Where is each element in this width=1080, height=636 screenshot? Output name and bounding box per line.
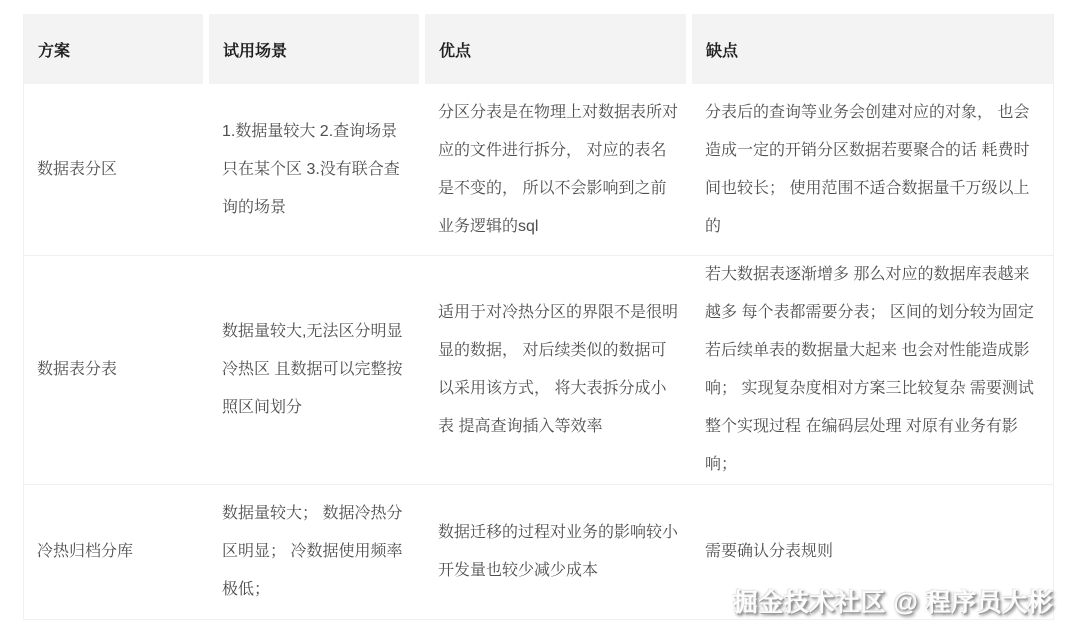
- table-row: [24, 84, 1053, 256]
- cell-cons: 分表后的查询等业务会创建对应的对象， 也会造成一定的开销分区数据若要聚合的话 耗费时间也较长； 使用范围不适合数据量千万级以上的: [692, 84, 1053, 256]
- header-cons: 缺点: [692, 14, 1053, 84]
- cell-scenario: 数据量较大,无法区分明显冷热区 且数据可以完整按照区间划分: [209, 256, 425, 485]
- cell-scheme: 数据表分区: [24, 84, 209, 256]
- header-scheme: 方案: [24, 14, 209, 84]
- cell-cons: 若大数据表逐渐增多 那么对应的数据库表越来越多 每个表都需要分表； 区间的划分较为固定 若后续单表的数据量大起来 也会对性能造成影响； 实现复杂度相对方案三比较复杂 需要测试整个实现过程 在编码层处理 对原有业务有影响；: [692, 256, 1053, 485]
- table-row: [24, 256, 1053, 485]
- cell-scenario: 数据量较大； 数据冷热分区明显； 冷数据使用频率极低；: [209, 485, 425, 620]
- header-row: [24, 14, 1053, 84]
- header-scenario: 试用场景: [209, 14, 425, 84]
- cell-cons: 需要确认分表规则: [692, 485, 1053, 620]
- cell-pros: 数据迁移的过程对业务的影响较小 开发量也较少减少成本: [425, 485, 692, 620]
- comparison-table: [23, 14, 1054, 620]
- cell-scheme: 数据表分表: [24, 256, 209, 485]
- cell-pros: 分区分表是在物理上对数据表所对应的文件进行拆分， 对应的表名是不变的， 所以不会影响到之前业务逻辑的sql: [425, 84, 692, 256]
- cell-pros: 适用于对冷热分区的界限不是很明显的数据， 对后续类似的数据可以采用该方式， 将大表拆分成小表 提高查询插入等效率: [425, 256, 692, 485]
- watermark: 掘金技术社区 @ 程序员大彬: [733, 589, 1054, 617]
- header-pros: 优点: [425, 14, 692, 84]
- cell-scenario: 1.数据量较大 2.查询场景只在某个区 3.没有联合查询的场景: [209, 84, 425, 256]
- cell-scheme: 冷热归档分库: [24, 485, 209, 620]
